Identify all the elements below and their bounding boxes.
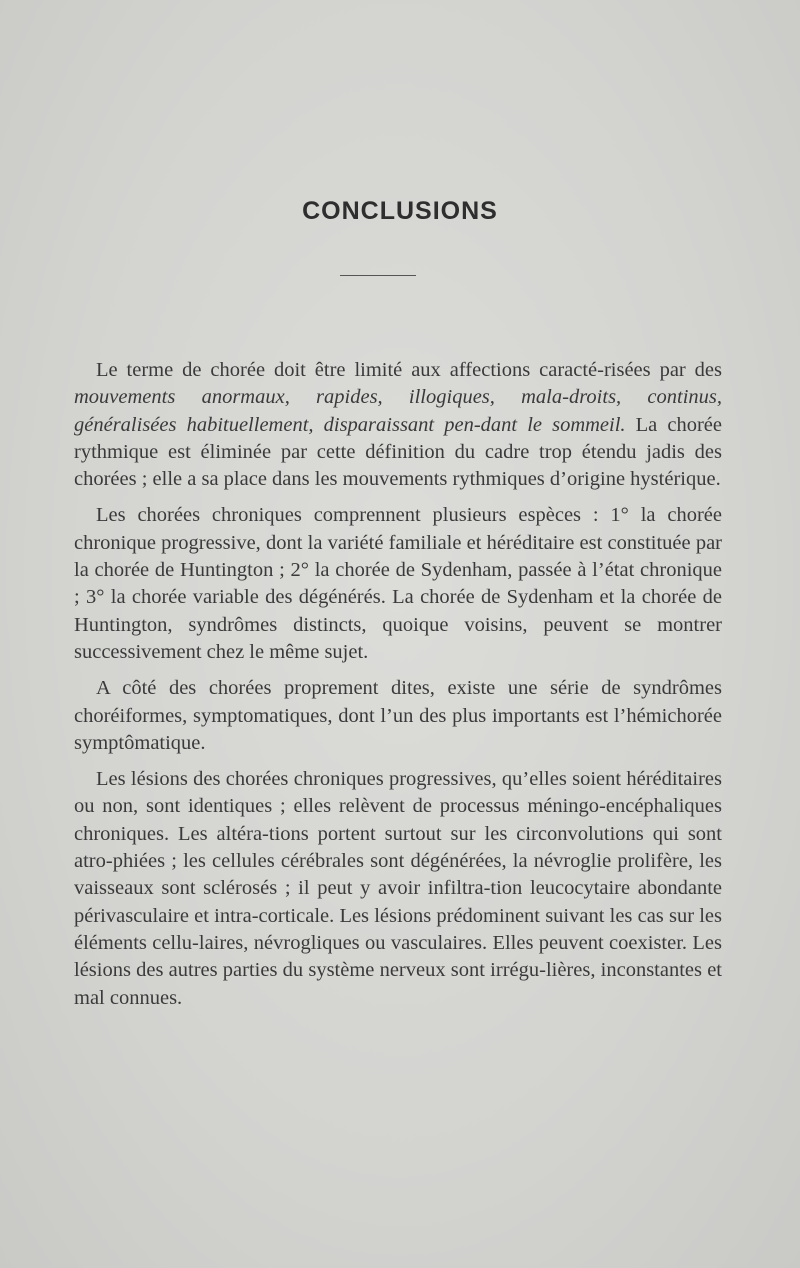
paragraph-2: Les chorées chroniques comprennent plusieurs espèces : 1° la chorée chronique progressive, dont la variété familiale et héréditaire est constituée par la chorée de Huntington ; 2° la chorée de Sydenham, passée à l’état chronique ; 3° la chorée variable des dégénérés. La chorée de Sydenham et la chorée de Huntington, syndrômes distincts, quoique voisins, peuvent se montrer successivement chez le même sujet. xyxy=(74,504,722,663)
page-title: CONCLUSIONS xyxy=(302,197,498,225)
conclusions-text xyxy=(74,357,722,1021)
title-divider xyxy=(340,275,416,276)
paragraph-4: Les lésions des chorées chroniques progressives, qu’elles soient héréditaires ou non, sont identiques ; elles relèvent de processus méningo-encéphaliques chroniques. Les altéra-tions portent surtout sur les circonvolutions qui sont atro-phiées ; les cellules cérébrales sont dégénérées, la névroglie prolifère, les vaisseaux sont sclérosés ; il peut y avoir infiltra-tion leucocytaire abondante périvasculaire et intra-corticale. Les lésions prédominent suivant les cas sur les éléments cellu-laires, névrogliques ou vasculaires. Elles peuvent coexister. Les lésions des autres parties du système nerveux sont irrégu-lières, inconstantes et mal connues. xyxy=(74,768,722,1009)
paragraph-1-rest: La chorée rythmique est éliminée par cette définition du cadre trop étendu jadis des chorées ; elle a sa place dans les mouvements rythmiques d’origine hystérique. xyxy=(74,413,722,491)
paragraph-1-italic: mouvements anormaux, rapides, illogiques, mala-droits, continus, généralisées habituellement, disparaissant pen-dant le sommeil. xyxy=(74,386,722,436)
paragraph-1-intro: Le terme de chorée doit être limité aux affections caracté-risées par des xyxy=(96,359,722,381)
paragraph-3: A côté des chorées proprement dites, existe une série de syndrômes choréiformes, symptomatiques, dont l’un des plus importants est l’hémichorée symptômatique. xyxy=(74,677,722,754)
paragraph-1 xyxy=(74,357,722,493)
